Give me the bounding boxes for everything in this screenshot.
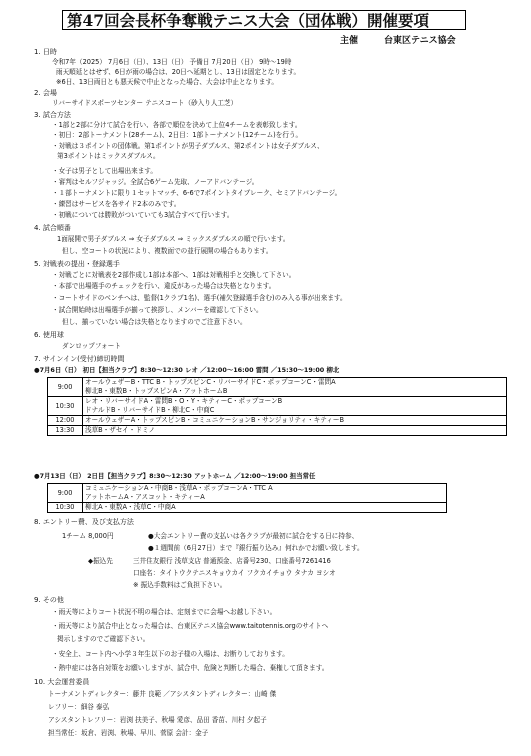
section-5-line: ・コートサイドのベンチへは、監督(1クラブ1名)、選手(補欠登録選手含む)のみ入る事が出来ます。 [52, 294, 347, 302]
time-cell: 9:00 [48, 378, 83, 397]
clubs-line: レオ・リバーサイドA・雷問B・O・Y・キティーC・ポップコーンB [85, 397, 283, 405]
section-5-line: ・本部で出場選手のチェックを行い、違反があった場合は失格となります。 [52, 282, 276, 290]
table-row [48, 426, 507, 436]
section-4-line: 但し、空コートの状況により、複数面での並行展開の場合もあります。 [62, 247, 273, 255]
section-3-line: ・対戦は３ポイントの団体戦。第1ポイントが男子ダブルス、第2ポイントは女子ダブルス、 [52, 142, 324, 150]
table-row [48, 378, 507, 397]
section-10-line: 担当常任：坂倉、岩渕、秋場、早川、菅原 会計：金子 [48, 729, 209, 737]
clubs-line: 柳北B・東数B・トップスピンA・アットホームB [85, 387, 228, 395]
table-row [48, 416, 507, 426]
clubs-cell [83, 397, 507, 416]
table-row [48, 484, 447, 503]
section-1-heading: 1. 日時 [34, 48, 57, 56]
section-3-line: ・女子は男子として出場出来ます。 [52, 167, 157, 175]
section-3-heading: 3. 試合方法 [34, 111, 71, 119]
section-9-line: ・熱中症には各自対策をお願いしますが、試合中、危険と判断した場合、棄権して頂きます。 [52, 664, 329, 672]
section-6-heading: 6. 使用球 [34, 331, 64, 339]
section-1-line: 雨天順延とはせず、6日が雨の場合は、20日へ延期とし、13日は固定となります。 [56, 68, 301, 76]
section-10-heading: 10. 大会運営委員 [34, 678, 90, 686]
bank-label: ◆振込先 [88, 557, 113, 565]
table-row [48, 503, 447, 513]
clubs-cell [83, 426, 507, 436]
section-10-line: レフリー：細谷 泰弘 [48, 703, 110, 711]
organizer [340, 35, 482, 47]
entry-fee: 1チーム 8,000円 [62, 532, 114, 540]
organizer-label: 主催 [340, 36, 359, 46]
payment-note: ●大会エントリー費の支払いは各クラブが最初に試合をする日に持参、 [148, 532, 359, 540]
bank-detail: ※ 振込手数料はご負担下さい。 [133, 581, 227, 589]
time-cell: 9:00 [48, 484, 83, 503]
section-2-heading: 2. 会場 [34, 89, 57, 97]
day1-schedule-table [47, 377, 507, 436]
section-3-line: ・初戦については勝敗がついていても3試合すべて行います。 [52, 211, 234, 219]
section-8-heading: 8. エントリー費、及び支払方法 [34, 518, 134, 526]
bank-detail: 口座名：タイトウクテニスキョウカイ フクカイチョウ タナカ ヨシオ [133, 569, 336, 577]
section-9-line: ・安全上、コート内へ小学３年生以下のお子様の入場は、お断りしております。 [52, 650, 289, 658]
section-10-line: アシスタントレフリー：岩渕 扶美子、秋場 愛彦、品田 香苗、川村 夕起子 [48, 716, 267, 724]
section-1-line: ※6日、13日両日とも悪天候で中止となった場合、大会は中止となります。 [56, 78, 278, 86]
section-3-line: 第3ポイントはミックスダブルス。 [57, 152, 160, 160]
bank-detail: 三井住友銀行 浅草支店 普通預金、店番号230、口座番号7261416 [133, 557, 331, 565]
time-cell: 13:30 [48, 426, 83, 436]
section-7-heading: 7. サインイン(受付)締切時間 [34, 355, 125, 363]
day2-schedule-table [47, 483, 447, 513]
section-4-line: 1面展開で男子ダブルス ⇒ 女子ダブルス ⇒ ミックスダブルスの順で行います。 [57, 235, 290, 243]
clubs-cell [83, 484, 447, 503]
section-2-line: リバーサイドスポーツセンター テニスコート（砂入り人工芝） [52, 99, 238, 107]
section-5-heading: 5. 対戦表の提出・登録選手 [34, 260, 120, 268]
section-3-line: ・初日：2部トーナメント(28チーム)、2日目：1部トーナメント(12チーム)を行う。 [52, 131, 303, 139]
organizer-name: 台東区テニス協会 [384, 36, 456, 46]
payment-note: ●１週間前（6月27日）まで『銀行振り込み』何れかでお願い致します。 [148, 544, 364, 552]
day1-header: ●7月6日（日） 初日【担当クラブ】8:30～12:30 レオ ／12:00～16:00 雷問 ／15:30～19:00 柳北 [34, 366, 340, 374]
section-9-line: 掲示しますのでご確認下さい。 [57, 635, 150, 643]
section-9-line: ・雨天等によりコート状況不明の場合は、定刻までに会場へお越し下さい。 [52, 608, 277, 616]
section-3-line: ・練習はサービスを各サイド2本のみです。 [52, 200, 181, 208]
section-6-line: ダンロップフォート [62, 342, 121, 350]
clubs-line: 浅草B・ザセイ・ドミノ [85, 426, 156, 434]
section-3-line: ・１部トーナメントに限り１セットマッチ、6-6で7ポイントタイブレーク、セミアドバンテージ。 [52, 189, 342, 197]
clubs-line: 柳北A・東数A・浅草C・中商A [85, 503, 176, 511]
clubs-cell [83, 416, 507, 426]
section-5-line: 但し、揃っていない場合は失格となりますのでご注意下さい。 [62, 318, 247, 326]
section-1-line: 令和7年（2025） 7月6日（日）、13日（日） 予備日 7月20日（日） 9時～19時 [52, 58, 292, 66]
day2-header: ●7月13日（日） 2日目【担当クラブ】8:30～12:30 アットホーム ／12:00～19:00 担当常任 [34, 472, 316, 480]
section-9-heading: 9. その他 [34, 596, 64, 604]
section-3-line: ・1部と2部に分けて試合を行い、各部で順位を決めて上位4チームを表彰致します。 [52, 121, 302, 129]
clubs-line: オールウェザーA・トップスピンB・コミュニケーションB・サンジョリティ・キティーB [85, 416, 344, 424]
section-5-line: ・対戦ごとに対戦表を2部作成し1部は本部へ、1部は対戦相手と交換して下さい。 [52, 271, 296, 279]
time-cell: 12:00 [48, 416, 83, 426]
section-5-line: ・試合開始時は出場選手が揃って挨拶し、メンバーを確認して下さい。 [52, 306, 263, 314]
clubs-line: アットホームA・アスコット・キティーA [85, 493, 205, 501]
section-10-line: トーナメントディレクター：藤井 良範 ／アシスタントディレクター：山崎 傑 [48, 690, 277, 698]
clubs-cell [83, 503, 447, 513]
section-4-heading: 4. 試合順番 [34, 224, 71, 232]
clubs-line: コミュニケーションA・中商B・浅草A・ポップコーンA・TTC A [85, 484, 273, 492]
table-row [48, 397, 507, 416]
document-title: 第47回会長杯争奪戦テニス大会（団体戦）開催要項 [62, 10, 466, 30]
clubs-line: ドナルドB・リバーサイドB・柳北C・中商C [85, 406, 215, 414]
clubs-line: オールウェザーB・TTC B・トップスピンC・リバーサイドC・ポップコーンC・雷問A [85, 378, 336, 386]
time-cell: 10:30 [48, 503, 83, 513]
section-3-line: ・審判はセルフジャッジ。全試合6ゲーム先取、ノーアドバンテージ。 [52, 178, 259, 186]
clubs-cell [83, 378, 507, 397]
time-cell: 10:30 [48, 397, 83, 416]
section-9-line: ・雨天等により試合中止となった場合は、台東区テニス協会www.taitotennis.orgのサイトへ [52, 622, 329, 630]
